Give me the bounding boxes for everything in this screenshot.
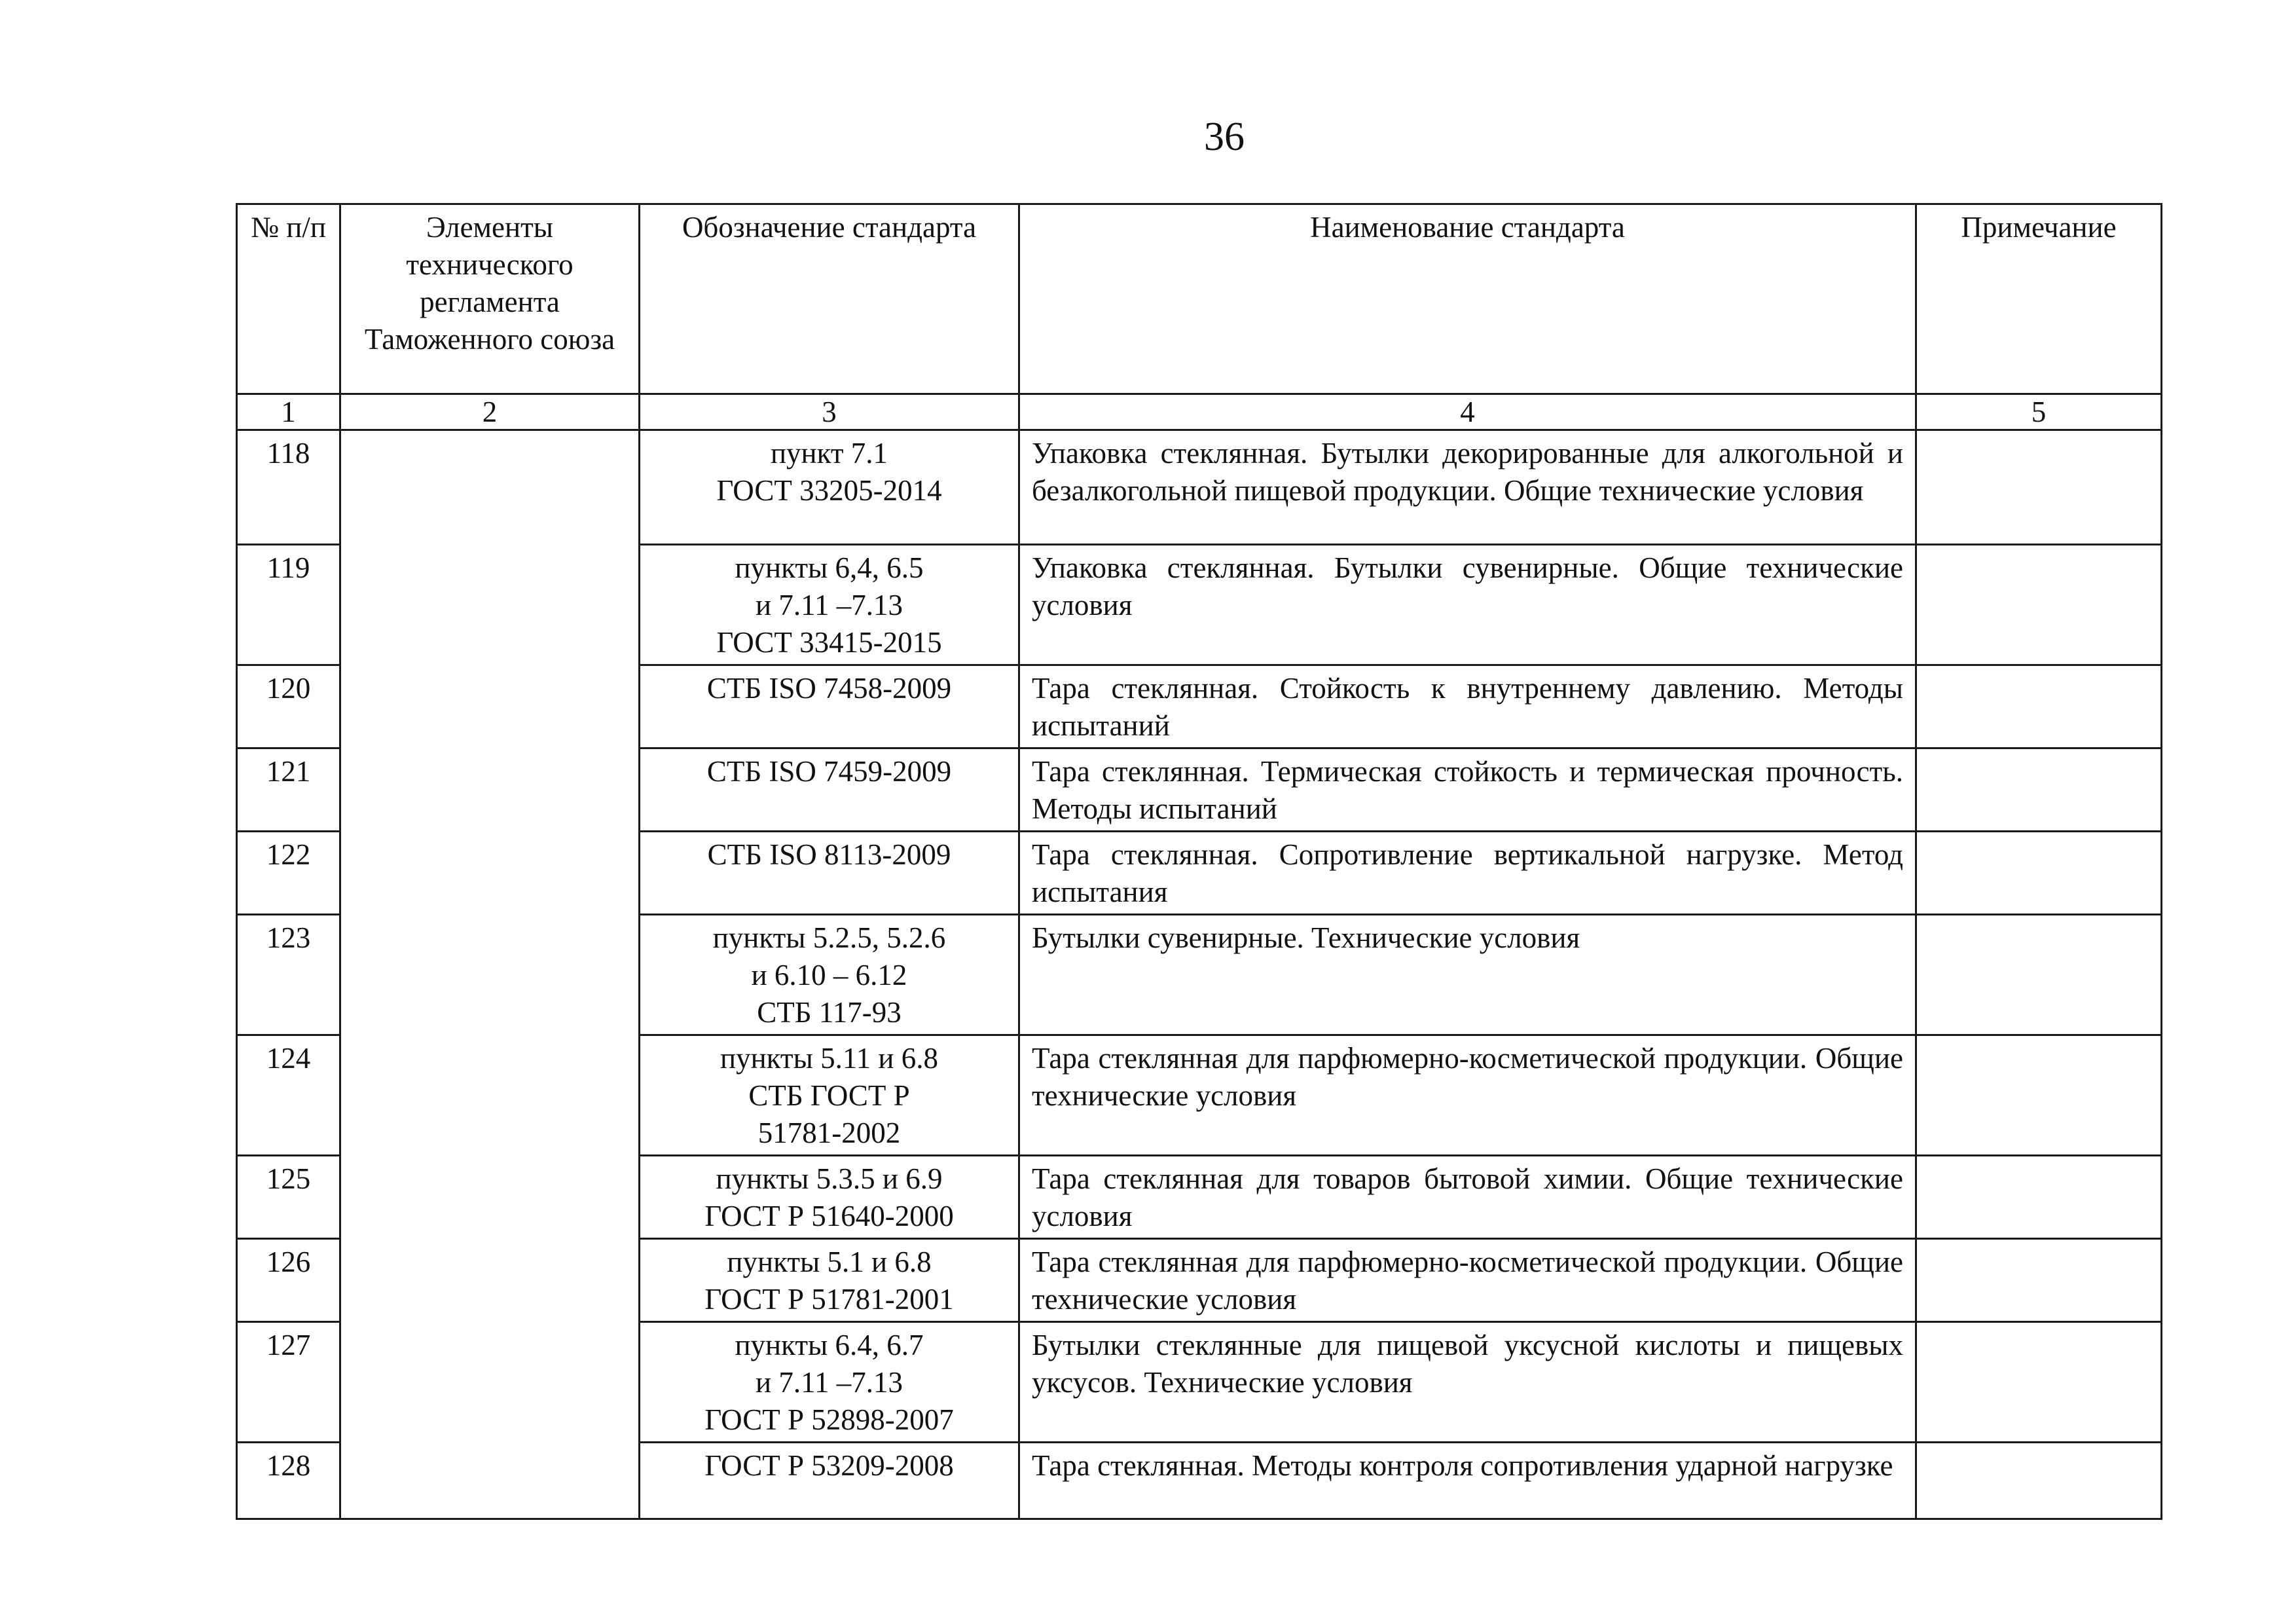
standard-designation [640, 1239, 1019, 1322]
designation-line: ГОСТ 33205-2014 [716, 474, 942, 507]
designation-line: ГОСТ Р 53209-2008 [704, 1449, 954, 1482]
standard-name: Тара стеклянная. Стойкость к внутреннему давлению. Методы испытаний [1019, 665, 1916, 748]
column-number: 3 [640, 394, 1019, 430]
designation-line: СТБ ISO 7458-2009 [706, 672, 952, 705]
designation-line: ГОСТ Р 51781-2001 [704, 1283, 954, 1316]
header-note: Примечание [1916, 204, 2162, 394]
row-number: 120 [237, 665, 340, 748]
designation-line: ГОСТ Р 51640-2000 [704, 1200, 954, 1232]
note-cell [1916, 832, 2162, 915]
designation-line: СТБ ISO 8113-2009 [707, 838, 951, 871]
note-cell [1916, 748, 2162, 832]
standard-name: Тара стеклянная. Методы контроля сопротивления ударной нагрузке [1019, 1443, 1916, 1519]
standard-designation [640, 1035, 1019, 1156]
standard-designation [640, 665, 1019, 748]
row-number: 119 [237, 545, 340, 665]
standard-name: Бутылки стеклянные для пищевой уксусной кислоты и пищевых уксусов. Технические условия [1019, 1322, 1916, 1443]
row-number: 123 [237, 915, 340, 1035]
note-cell [1916, 665, 2162, 748]
standard-name: Упаковка стеклянная. Бутылки декорированные для алкогольной и безалкогольной пищевой продукции. Общие технические условия [1019, 430, 1916, 545]
note-cell [1916, 1239, 2162, 1322]
row-number: 122 [237, 832, 340, 915]
standard-name: Упаковка стеклянная. Бутылки сувенирные. Общие технические условия [1019, 545, 1916, 665]
designation-line: 51781-2002 [757, 1116, 901, 1149]
designation-line: пункты 5.2.5, 5.2.6 [712, 921, 946, 954]
designation-line: и 7.11 –7.13 [756, 1366, 903, 1399]
designation-line: ГОСТ 33415-2015 [716, 626, 942, 659]
note-cell [1916, 1322, 2162, 1443]
column-number: 2 [340, 394, 640, 430]
note-cell [1916, 1156, 2162, 1239]
note-cell [1916, 915, 2162, 1035]
standard-designation [640, 430, 1019, 545]
row-number: 125 [237, 1156, 340, 1239]
standard-designation [640, 1443, 1019, 1519]
row-number: 127 [237, 1322, 340, 1443]
standard-designation [640, 832, 1019, 915]
standard-name: Тара стеклянная для товаров бытовой химии. Общие технические условия [1019, 1156, 1916, 1239]
row-number: 128 [237, 1443, 340, 1519]
standard-designation [640, 1322, 1019, 1443]
header-elements: Элементы технического регламента Таможенного союза [340, 204, 640, 394]
header-num: № п/п [237, 204, 340, 394]
designation-line: пункты 5.1 и 6.8 [727, 1246, 932, 1278]
column-number: 4 [1019, 394, 1916, 430]
designation-line: пункты 5.11 и 6.8 [720, 1042, 938, 1075]
note-cell [1916, 430, 2162, 545]
standard-name: Бутылки сувенирные. Технические условия [1019, 915, 1916, 1035]
designation-line: СТБ ГОСТ Р [748, 1079, 910, 1112]
standard-designation [640, 545, 1019, 665]
standard-designation [640, 1156, 1019, 1239]
note-cell [1916, 545, 2162, 665]
header-name: Наименование стандарта [1019, 204, 1916, 394]
designation-line: пункты 6,4, 6.5 [735, 551, 924, 584]
note-cell [1916, 1443, 2162, 1519]
column-number: 5 [1916, 394, 2162, 430]
designation-line: ГОСТ Р 52898-2007 [704, 1403, 954, 1436]
standard-name: Тара стеклянная. Термическая стойкость и термическая прочность. Методы испытаний [1019, 748, 1916, 832]
standard-name: Тара стеклянная для парфюмерно-косметической продукции. Общие технические условия [1019, 1035, 1916, 1156]
designation-line: и 6.10 – 6.12 [751, 959, 907, 991]
standard-name: Тара стеклянная. Сопротивление вертикальной нагрузке. Метод испытания [1019, 832, 1916, 915]
elements-cell [340, 430, 640, 1519]
designation-line: СТБ 117-93 [757, 996, 902, 1029]
standard-designation [640, 748, 1019, 832]
column-number-row [237, 394, 2162, 430]
header-designation: Обозначение стандарта [640, 204, 1019, 394]
row-number: 121 [237, 748, 340, 832]
designation-line: пункты 6.4, 6.7 [735, 1329, 924, 1361]
designation-line: СТБ ISO 7459-2009 [706, 755, 952, 788]
row-number: 124 [237, 1035, 340, 1156]
standard-name: Тара стеклянная для парфюмерно-косметической продукции. Общие технические условия [1019, 1239, 1916, 1322]
page-number: 36 [1204, 115, 1245, 159]
standard-designation [640, 915, 1019, 1035]
designation-line: пункт 7.1 [770, 437, 888, 470]
standards-table [236, 203, 2162, 1520]
designation-line: пункты 5.3.5 и 6.9 [716, 1162, 943, 1195]
row-number: 126 [237, 1239, 340, 1322]
row-number: 118 [237, 430, 340, 545]
column-number: 1 [237, 394, 340, 430]
header-row [237, 204, 2162, 394]
designation-line: и 7.11 –7.13 [756, 589, 903, 621]
note-cell [1916, 1035, 2162, 1156]
table-row [237, 430, 2162, 545]
